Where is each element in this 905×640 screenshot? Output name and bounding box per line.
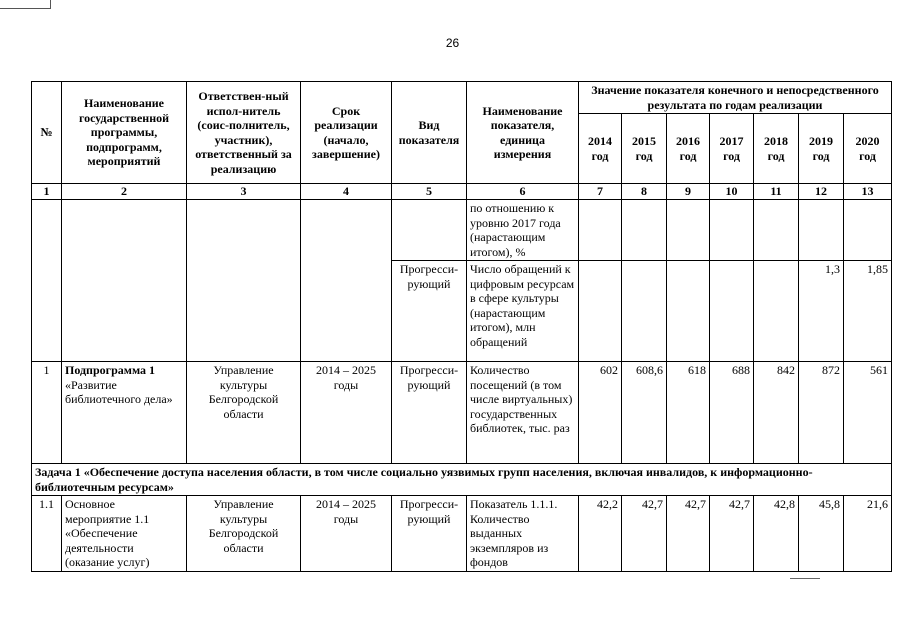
cell-value: 618 xyxy=(667,362,710,464)
cell-executor xyxy=(187,200,301,362)
subprogram-title: Подпрограмма 1 xyxy=(65,363,156,377)
cell-value: 1,85 xyxy=(844,261,892,362)
column-number: 11 xyxy=(754,184,799,200)
cell-type xyxy=(392,200,467,261)
header-indicator-name: Наименование показателя, единица измерения xyxy=(467,82,579,184)
column-number: 1 xyxy=(32,184,62,200)
cell-value: 602 xyxy=(579,362,622,464)
cell-value xyxy=(622,261,667,362)
header-year: 2014 год xyxy=(579,114,622,184)
cell-value: 872 xyxy=(799,362,844,464)
header-no: № xyxy=(32,82,62,184)
cell-value: 42,7 xyxy=(622,496,667,572)
header-year: 2017 год xyxy=(710,114,754,184)
corner-mark xyxy=(0,0,51,9)
cell-value xyxy=(754,200,799,261)
header-year: 2020 год xyxy=(844,114,892,184)
cell-indicator: Количество посещений (в том числе виртуальных) государственных библиотек, тыс. раз xyxy=(467,362,579,464)
cell-value xyxy=(579,261,622,362)
cell-type: Прогресси-рующий xyxy=(392,261,467,362)
column-numbers-row xyxy=(32,184,892,200)
cell-program xyxy=(62,200,187,362)
cell-term xyxy=(301,200,392,362)
cell-value: 561 xyxy=(844,362,892,464)
cell-indicator: по отношению к уровню 2017 года (нарастающим итогом), % xyxy=(467,200,579,261)
cell-value xyxy=(710,261,754,362)
cell-value xyxy=(667,200,710,261)
cell-term: 2014 – 2025 годы xyxy=(301,496,392,572)
column-number: 7 xyxy=(579,184,622,200)
table-row xyxy=(32,362,892,464)
column-number: 10 xyxy=(710,184,754,200)
cell-value: 608,6 xyxy=(622,362,667,464)
header-year: 2016 год xyxy=(667,114,710,184)
task-text: Задача 1 «Обеспечение доступа населения области, в том числе социально уязвимых групп населения, включая инвалидов, к информационно-библиотечным ресурсам» xyxy=(32,464,892,496)
column-number: 4 xyxy=(301,184,392,200)
column-number: 5 xyxy=(392,184,467,200)
cell-no xyxy=(32,200,62,362)
column-number: 2 xyxy=(62,184,187,200)
cell-value xyxy=(622,200,667,261)
header-executor: Ответствен-ный испол-нитель (соис-полнитель, участник), ответственный за реализацию xyxy=(187,82,301,184)
column-number: 13 xyxy=(844,184,892,200)
column-number: 12 xyxy=(799,184,844,200)
header-row xyxy=(32,82,892,114)
cell-type: Прогресси-рующий xyxy=(392,362,467,464)
header-values-group: Значение показателя конечного и непосредственного результата по годам реализации xyxy=(579,82,892,114)
column-number: 3 xyxy=(187,184,301,200)
program-table xyxy=(31,81,892,572)
header-term: Срок реализации (начало, завершение) xyxy=(301,82,392,184)
table-row xyxy=(32,200,892,261)
cell-value: 42,7 xyxy=(667,496,710,572)
column-number: 8 xyxy=(622,184,667,200)
column-number: 9 xyxy=(667,184,710,200)
header-indicator-type: Вид показателя xyxy=(392,82,467,184)
table-row xyxy=(32,496,892,572)
header-program-name: Наименование государственной программы, подпрограмм, мероприятий xyxy=(62,82,187,184)
cell-executor: Управление культуры Белгородской области xyxy=(187,362,301,464)
task-row xyxy=(32,464,892,496)
cell-executor: Управление культуры Белгородской области xyxy=(187,496,301,572)
scan-mark xyxy=(790,578,820,579)
cell-indicator: Число обращений к цифровым ресурсам в сфере культуры (нарастающим итогом), млн обращений xyxy=(467,261,579,362)
cell-value: 1,3 xyxy=(799,261,844,362)
cell-indicator: Показатель 1.1.1. Количество выданных экземпляров из фондов xyxy=(467,496,579,572)
cell-program xyxy=(62,362,187,464)
cell-value: 688 xyxy=(710,362,754,464)
cell-no: 1.1 xyxy=(32,496,62,572)
cell-value xyxy=(799,200,844,261)
cell-value: 45,8 xyxy=(799,496,844,572)
cell-value xyxy=(710,200,754,261)
cell-value xyxy=(754,261,799,362)
page-number: 26 xyxy=(445,36,460,50)
cell-value: 42,2 xyxy=(579,496,622,572)
cell-value: 842 xyxy=(754,362,799,464)
header-year: 2019 год xyxy=(799,114,844,184)
cell-type: Прогресси-рующий xyxy=(392,496,467,572)
cell-value: 21,6 xyxy=(844,496,892,572)
subprogram-name: «Развитие библиотечного дела» xyxy=(65,377,173,406)
header-year: 2015 год xyxy=(622,114,667,184)
header-year: 2018 год xyxy=(754,114,799,184)
cell-value: 42,8 xyxy=(754,496,799,572)
cell-value xyxy=(579,200,622,261)
column-number: 6 xyxy=(467,184,579,200)
cell-value xyxy=(844,200,892,261)
cell-program: Основное мероприятие 1.1 «Обеспечение деятельности (оказание услуг) xyxy=(62,496,187,572)
cell-value: 42,7 xyxy=(710,496,754,572)
cell-no: 1 xyxy=(32,362,62,464)
cell-term: 2014 – 2025 годы xyxy=(301,362,392,464)
cell-value xyxy=(667,261,710,362)
